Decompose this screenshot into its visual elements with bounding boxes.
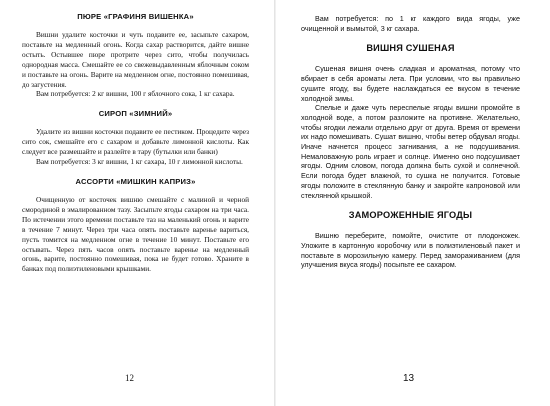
dried-cherry-instructions: Спелые и даже чуть переспелые ягоды вишни промойте в холодной воде, а потом разложите на противне. Желательно, чтобы ягодки лежали отдельно друг от друга. Время от времени их надо помешивать. Сушат вишню, чтобы ветер обдувал ягоды. Иначе начнется процесс загнивания, а не подсушивания. Немаловажную роль играет и солнце. Именно оно подсушивает ягоды. Одним словом, погода должна быть сухой и солнечной. Если погода будет влажной, то сушка не получится. Готовые ягоды положите в стеклянную банку и закройте капроновой или стеклянной крышкой. — [301, 103, 520, 200]
puree-ingredients: Вам потребуется: 2 кг вишни, 100 г яблочного сока, 1 кг сахара. — [36, 89, 235, 99]
section-title-assorti: АССОРТИ «МИШКИН КАПРИЗ» — [75, 176, 196, 186]
syrup-instructions: Удалите из вишни косточки подавите ее пестиком. Процедите через сито сок, смешайте его с сахаром и добавьте лимонной кислоты. Как следует все размешайте и разлейте в тару (бутылки или банки) — [22, 127, 249, 157]
section-title-frozen-berries: ЗАМОРОЖЕННЫЕ ЯГОДЫ — [348, 210, 473, 221]
syrup-ingredients: Вам потребуется: 3 кг вишни, 1 кг сахара, 10 г лимонной кислоты. — [36, 157, 243, 167]
assorti-ingredients: Вам потребуется: по 1 кг каждого вида ягоды, уже очищенной и вымытой, 3 кг сахара. — [301, 14, 520, 33]
section-title-puree: ПЮРЕ «ГРАФИНЯ ВИШЕНКА» — [77, 12, 194, 21]
right-page — [275, 0, 550, 406]
section-title-dried-cherry: ВИШНЯ СУШЕНАЯ — [366, 43, 455, 54]
frozen-berries-instructions: Вишню переберите, помойте, очистите от плодоножек. Уложите в картонную коробочку или в полиэтиленовый пакет и поставьте в морозильную камеру. Перед замораживанием (для улучшения вкуса ягоды) посыпьте ее сахаром. — [301, 231, 520, 270]
dried-cherry-intro: Сушеная вишня очень сладкая и ароматная, потому что вбирает в себя ароматы лета. При условии, что вы правильно сушите ягоду, вы будете наслаждаться ее вкусом в течение холодной зимы. — [301, 64, 520, 103]
section-title-syrup: СИРОП «ЗИМНИЙ» — [98, 109, 173, 119]
assorti-instructions: Очищенную от косточек вишню смешайте с малиной и черной смородиной в эмалированном тазу. Засыпьте ягоды сахаром на три часа. По истечении этого времени поставьте таз на маленький огонь и варите в течение 7 минут. Через три часа опять поставьте варенье вариться, пусть томится на медленном огне в течение 10 минут. Поставьте его остывать. Через пять часов опять поставьте варенье на медленный огонь, варите, постоянно помешивая, пока не будет готово. Храните в банках под полиэтиленовыми крышками. — [22, 194, 249, 274]
page-number-left: 12 — [125, 373, 134, 384]
puree-instructions: Вишни удалите косточки и чуть подавите ее, засыпьте сахаром, поставьте на медленный огонь. Когда сахар растворится, дайте вишне остыть. Остывшее пюре протрите через сито, чтобы получилась однородная масса. Смешайте ее со свежевыдавленным яблочным соком и поставьте на огонь. Варите на медленном огне, постоянно помешивая, до загустения. — [22, 30, 249, 89]
page-number-right: 13 — [403, 373, 415, 385]
